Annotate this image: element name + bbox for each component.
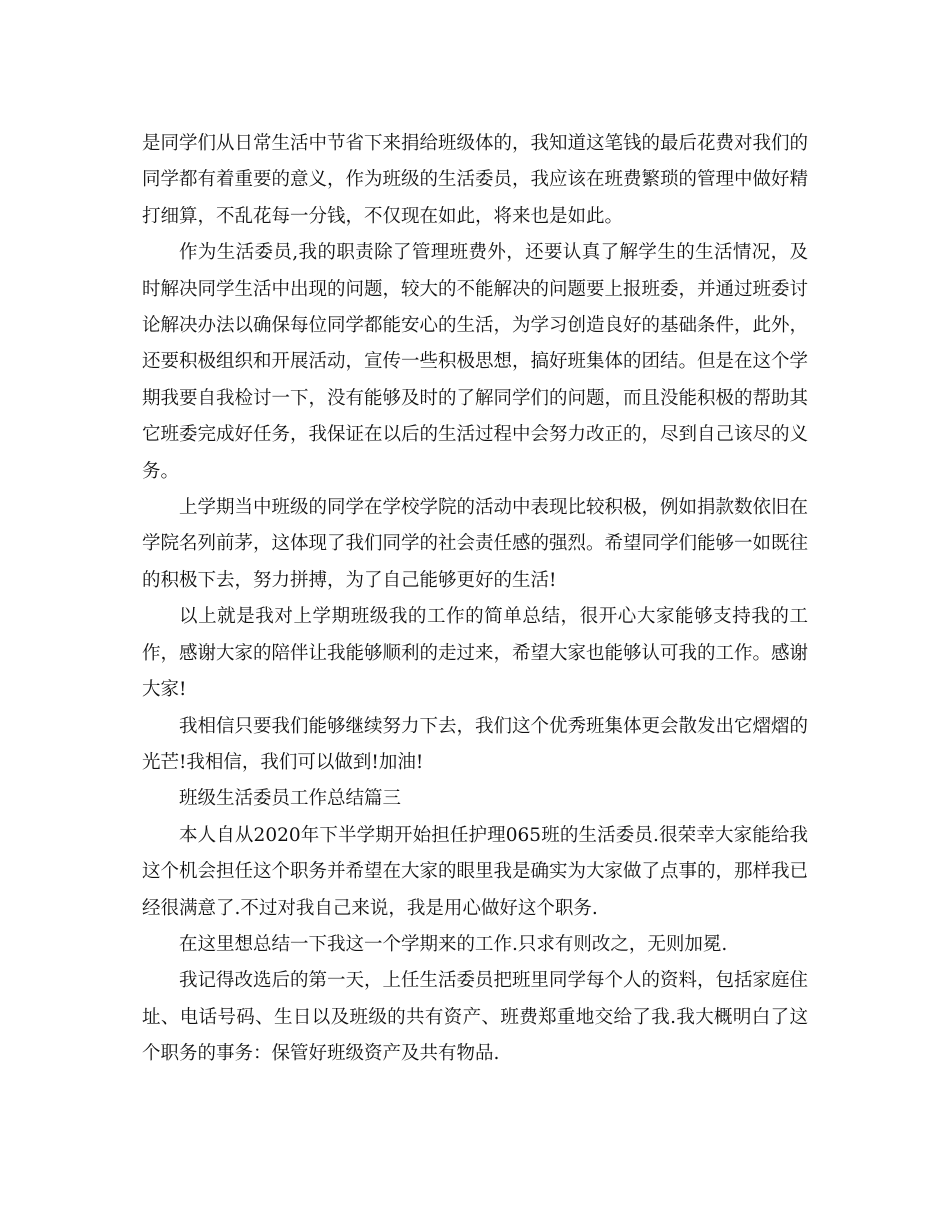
paragraph-summary: 以上就是我对上学期班级我的工作的简单总结，很开心大家能够支持我的工作，感谢大家的陪伴让我能够顺利的走过来，希望大家也能够认可我的工作。感谢大家! [142, 606, 809, 701]
document-body [142, 126, 808, 1073]
paragraph-introduction: 本人自从2020年下半学期开始担任护理065班的生活委员.很荣幸大家能给我这个机会担任这个职务并希望在大家的眼里我是确实为大家做了点事的，那样我已经很满意了.不过对我自己来说，我是用心做好这个职务. [142, 824, 809, 919]
paragraph-closing: 我相信只要我们能够继续努力下去，我们这个优秀班集体更会散发出它熠熠的光芒!我相信，我们可以做到!加油! [142, 715, 809, 773]
section-heading: 班级生活委员工作总结篇三 [179, 788, 402, 810]
paragraph-continuation: 是同学们从日常生活中节省下来捐给班级体的，我知道这笔钱的最后花费对我们的同学都有着重要的意义，作为班级的生活委员，我应该在班费繁琐的管理中做好精打细算，不乱花每一分钱，不仅现在如此，将来也是如此。 [142, 133, 809, 227]
paragraph-activities: 上学期当中班级的同学在学校学院的活动中表现比较积极，例如捐款数依旧在学院名列前茅，这体现了我们同学的社会责任感的强烈。希望同学们能够一如既往的积极下去，努力拼搏，为了自己能够更好的生活! [142, 497, 809, 591]
paragraph-first-day: 我记得改选后的第一天，上任生活委员把班里同学每个人的资料，包括家庭住址、电话号码、生日以及班级的共有资产、班费郑重地交给了我.我大概明白了这个职务的事务：保管好班级资产及共有物品. [142, 970, 809, 1065]
paragraph-duties: 作为生活委员,我的职责除了管理班费外，还要认真了解学生的生活情况，及时解决同学生活中出现的问题，较大的不能解决的问题要上报班委，并通过班委讨论解决办法以确保每位同学都能安心的生活，为学习创造良好的基础条件，此外，还要积极组织和开展活动，宣传一些积极思想，搞好班集体的团结。但是在这个学期我要自我检讨一下，没有能够及时的了解同学们的问题，而且没能积极的帮助其它班委完成好任务，我保证在以后的生活过程中会努力改正的，尽到自己该尽的义务。 [142, 242, 809, 482]
paragraph-purpose: 在这里想总结一下我这一个学期来的工作.只求有则改之，无则加冕. [179, 933, 728, 955]
